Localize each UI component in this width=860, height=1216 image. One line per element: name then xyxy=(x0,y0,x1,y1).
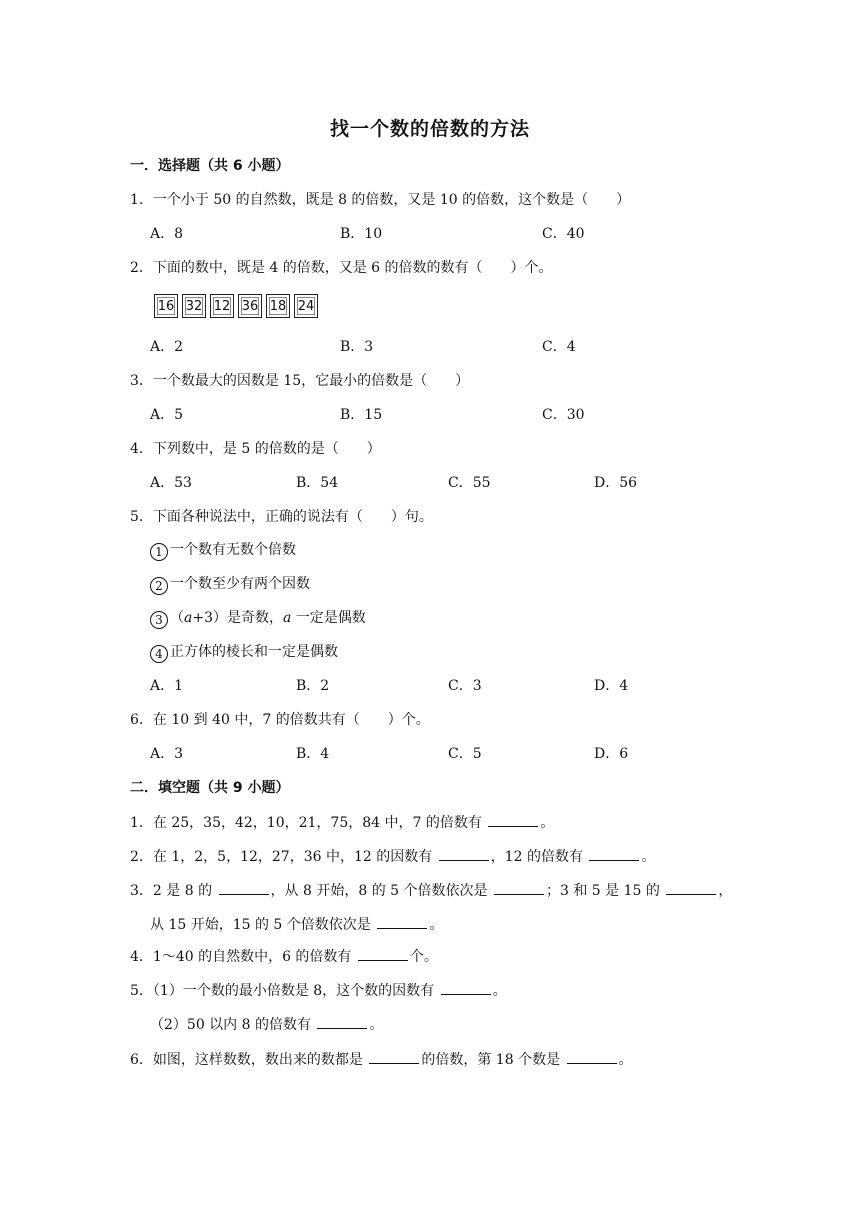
number-box: 36 xyxy=(238,294,262,318)
q5-statement-4 xyxy=(150,642,338,663)
q3-option-b: B．15 xyxy=(340,407,383,423)
fill-question-3-line-2 xyxy=(150,914,443,935)
q6-option-a: A．3 xyxy=(150,746,184,762)
answer-blank[interactable] xyxy=(666,880,716,895)
fill-question-1 xyxy=(130,812,554,833)
number-box: 24 xyxy=(294,294,318,318)
circled-number: 1 xyxy=(150,543,168,561)
page-title: 找一个数的倍数的方法 xyxy=(329,118,530,140)
question-4-stem: 4．下列数中，是 5 的倍数的是（ ） xyxy=(130,441,381,457)
fill-question-5-part-1 xyxy=(130,980,507,1001)
section-heading-choice: 一．选择题（共 6 小题） xyxy=(130,158,290,174)
fill-question-2 xyxy=(130,846,655,867)
q3-option-a: A．5 xyxy=(150,407,184,423)
q3-option-c: C．30 xyxy=(542,407,585,423)
statement-text: 一个数至少有两个因数 xyxy=(170,576,310,592)
q6-option-c: C．5 xyxy=(448,746,482,762)
statement-text: （ xyxy=(170,610,184,626)
q5-option-d: D．4 xyxy=(594,678,629,694)
q6-option-d: D．6 xyxy=(594,746,629,762)
circled-number: 4 xyxy=(150,645,168,663)
question-1-stem: 1．一个小于 50 的自然数，既是 8 的倍数，又是 10 的倍数，这个数是（ ） xyxy=(130,192,631,208)
question-text: （2）50 以内 8 的倍数有 xyxy=(150,1017,316,1033)
circled-number: 2 xyxy=(150,577,168,595)
question-text: ，从 8 开始，8 的 5 个倍数依次是 xyxy=(270,883,492,899)
statement-text: 正方体的棱长和一定是偶数 xyxy=(170,644,338,660)
fill-question-5-part-2 xyxy=(150,1014,383,1035)
number-box: 18 xyxy=(266,294,290,318)
answer-blank[interactable] xyxy=(317,1014,367,1029)
question-text: 。 xyxy=(429,917,444,933)
q2-option-a: A．2 xyxy=(150,339,184,355)
question-text: 3．2 是 8 的 xyxy=(130,883,217,899)
answer-blank[interactable] xyxy=(369,1049,419,1064)
fill-question-4 xyxy=(130,946,438,967)
answer-blank[interactable] xyxy=(494,880,544,895)
q5-statement-3 xyxy=(150,608,366,629)
question-text: 4．1～40 的自然数中，6 的倍数有 xyxy=(130,949,356,965)
question-text: ， xyxy=(718,883,733,899)
variable-a: a xyxy=(184,610,193,626)
question-text: 从 15 开始，15 的 5 个倍数依次是 xyxy=(150,917,376,933)
answer-blank[interactable] xyxy=(377,914,427,929)
question-text: 1．在 25，35，42，10，21，75，84 中，7 的倍数有 xyxy=(130,815,487,831)
q5-option-c: C．3 xyxy=(448,678,482,694)
q4-option-a: A．53 xyxy=(150,475,192,491)
answer-blank[interactable] xyxy=(589,846,639,861)
q2-number-boxes xyxy=(154,294,318,318)
number-box: 16 xyxy=(154,294,178,318)
fill-question-3-line-1 xyxy=(130,880,732,901)
q2-option-b: B．3 xyxy=(340,339,374,355)
question-text: 。 xyxy=(618,1052,633,1068)
question-text: 2．在 1，2，5，12，27，36 中，12 的因数有 xyxy=(130,849,437,865)
variable-a: a xyxy=(283,610,292,626)
answer-blank[interactable] xyxy=(488,812,538,827)
question-2-stem: 2．下面的数中，既是 4 的倍数，又是 6 的倍数的数有（ ）个。 xyxy=(130,260,553,276)
statement-text: +3）是奇数， xyxy=(192,610,283,626)
question-text: ，12 的倍数有 xyxy=(490,849,588,865)
q6-option-b: B．4 xyxy=(296,746,330,762)
q2-option-c: C．4 xyxy=(542,339,576,355)
q1-option-b: B．10 xyxy=(340,226,383,242)
q4-option-d: D．56 xyxy=(594,475,638,491)
number-box: 12 xyxy=(210,294,234,318)
section-heading-fill: 二．填空题（共 9 小题） xyxy=(130,780,290,796)
question-6-stem: 6．在 10 到 40 中，7 的倍数共有（ ）个。 xyxy=(130,712,430,728)
answer-blank[interactable] xyxy=(358,946,408,961)
q5-option-a: A．1 xyxy=(150,678,184,694)
circled-number: 3 xyxy=(150,611,168,629)
q4-option-b: B．54 xyxy=(296,475,339,491)
question-text: 。 xyxy=(369,1017,384,1033)
question-text: 个。 xyxy=(409,949,438,965)
answer-blank[interactable] xyxy=(441,980,491,995)
statement-text: 一个数有无数个倍数 xyxy=(170,542,296,558)
question-text: ；3 和 5 是 15 的 xyxy=(545,883,665,899)
statement-text: 一定是偶数 xyxy=(291,610,366,626)
answer-blank[interactable] xyxy=(439,846,489,861)
q4-option-c: C．55 xyxy=(448,475,491,491)
fill-question-6 xyxy=(130,1049,633,1070)
q5-option-b: B．2 xyxy=(296,678,330,694)
q5-statement-2 xyxy=(150,574,310,595)
question-text: 5．（1）一个数的最小倍数是 8，这个数的因数有 xyxy=(130,983,439,999)
question-text: 。 xyxy=(540,815,555,831)
question-text: 。 xyxy=(492,983,507,999)
question-text: 6．如图，这样数数，数出来的数都是 xyxy=(130,1052,368,1068)
q5-statement-1 xyxy=(150,540,296,561)
question-5-stem: 5．下面各种说法中，正确的说法有（ ）句。 xyxy=(130,509,433,525)
q1-option-c: C．40 xyxy=(542,226,585,242)
question-text: 的倍数，第 18 个数是 xyxy=(421,1052,565,1068)
answer-blank[interactable] xyxy=(219,880,269,895)
question-text: 。 xyxy=(641,849,656,865)
number-box: 32 xyxy=(182,294,206,318)
answer-blank[interactable] xyxy=(567,1049,617,1064)
question-3-stem: 3．一个数最大的因数是 15，它最小的倍数是（ ） xyxy=(130,373,470,389)
q1-option-a: A．8 xyxy=(150,226,184,242)
